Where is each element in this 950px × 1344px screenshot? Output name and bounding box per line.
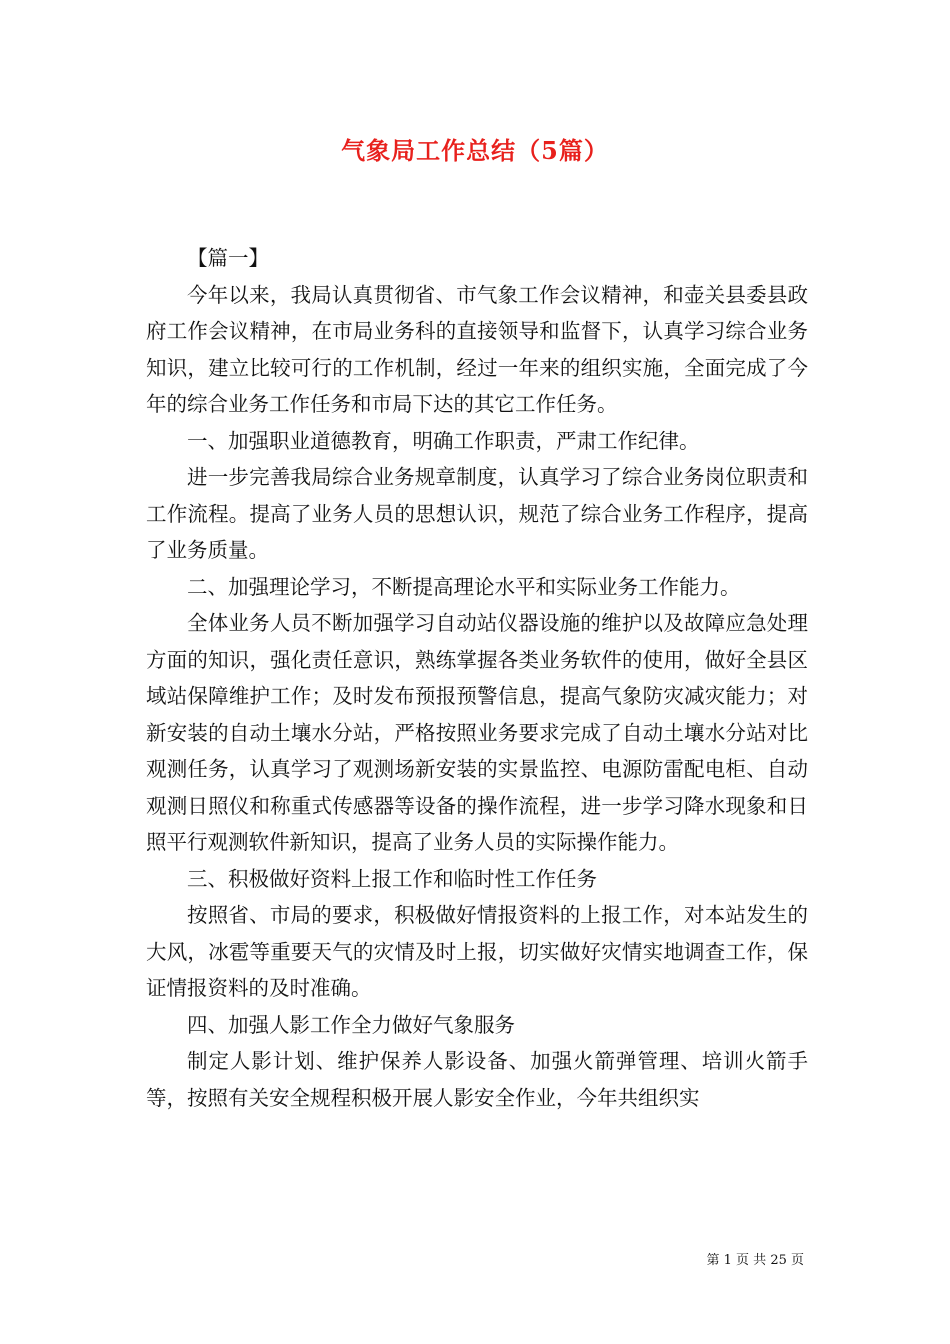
document-body (146, 240, 808, 1116)
paragraph-section-4: 制定人影计划、维护保养人影设备、加强火箭弹管理、培训火箭手等，按照有关安全规程积极开展人影安全作业，今年共组织实 (146, 1049, 808, 1110)
paragraph-intro: 今年以来，我局认真贯彻省、市气象工作会议精神，和壶关县委县政府工作会议精神，在市局业务科的直接领导和监督下，认真学习综合业务知识，建立比较可行的工作机制，经过一年来的组织实施，全面完成了今年的综合业务工作任务和市局下达的其它工作任务。 (146, 282, 808, 416)
heading-section-4: 四、加强人影工作全力做好气象服务 (187, 1012, 515, 1037)
heading-section-2: 二、加强理论学习，不断提高理论水平和实际业务工作能力。 (187, 574, 741, 599)
page-title: 气象局工作总结（5篇） (341, 136, 609, 165)
section-label: 【篇一】 (187, 246, 269, 270)
paragraph-section-2: 全体业务人员不断加强学习自动站仪器设施的维护以及故障应急处理方面的知识，强化责任意识，熟练掌握各类业务软件的使用，做好全县区域站保障维护工作；及时发布预报预警信息，提高气象防灾减灾能力；对新安装的自动土壤水分站，严格按照业务要求完成了自动土壤水分站对比观测任务，认真学习了观测场新安装的实景监控、电源防雷配电柜、自动观测日照仪和称重式传感器等设备的操作流程，进一步学习降水现象和日照平行观测软件新知识，提高了业务人员的实际操作能力。 (146, 611, 808, 854)
paragraph-section-3: 按照省、市局的要求，积极做好情报资料的上报工作，对本站发生的大风，冰雹等重要天气的灾情及时上报，切实做好灾情实地调查工作，保证情报资料的及时准确。 (146, 903, 808, 1000)
paragraph-section-1: 进一步完善我局综合业务规章制度，认真学习了综合业务岗位职责和工作流程。提高了业务人员的思想认识，规范了综合业务工作程序，提高了业务质量。 (146, 465, 808, 562)
page-number: 第 1 页 共 25 页 (706, 1253, 804, 1268)
heading-section-1: 一、加强职业道德教育，明确工作职责，严肃工作纪律。 (187, 428, 700, 453)
heading-section-3: 三、积极做好资料上报工作和临时性工作任务 (187, 866, 597, 891)
